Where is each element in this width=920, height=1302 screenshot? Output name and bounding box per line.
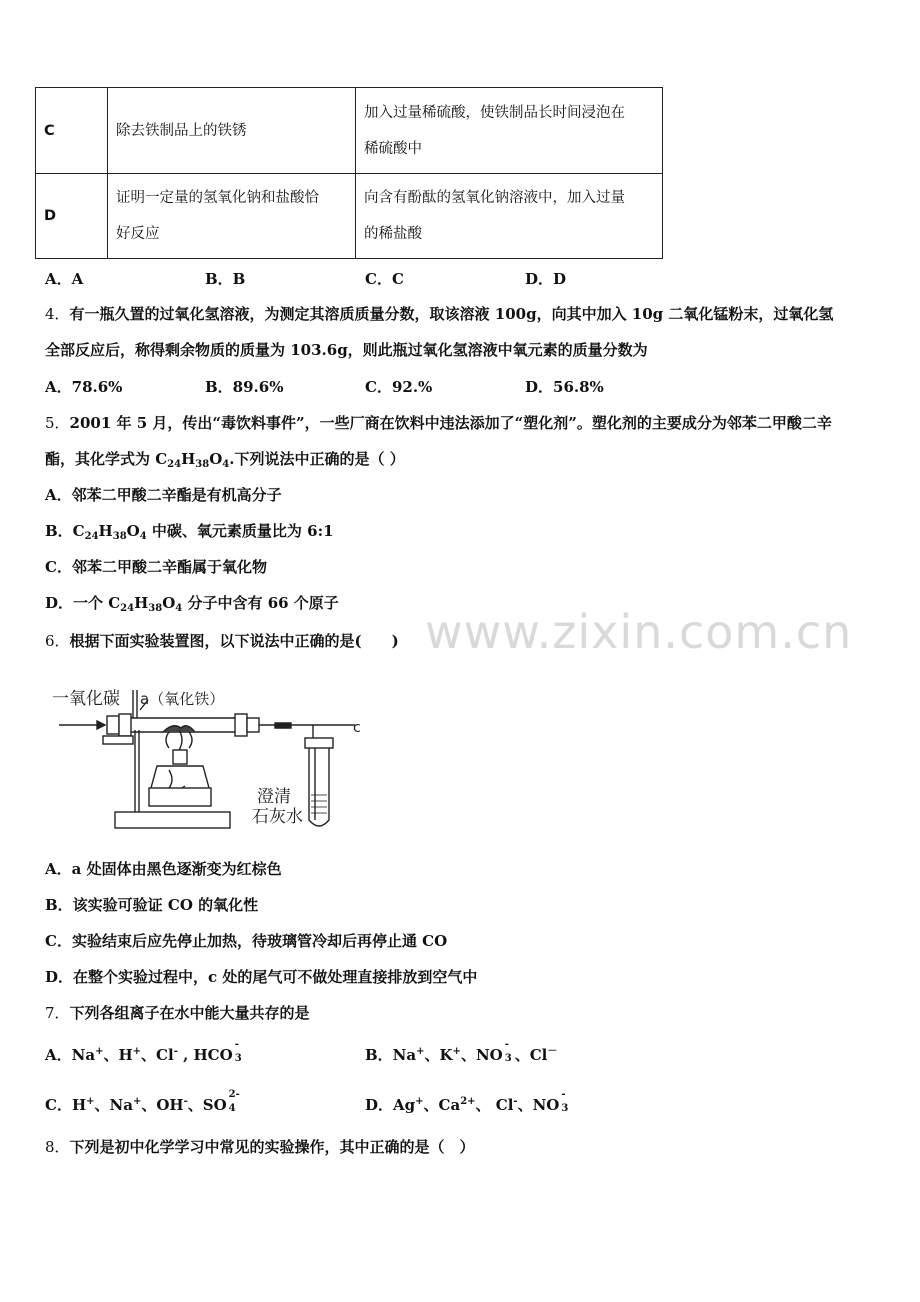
table-cell-goal: 证明一定量的氢氧化钠和盐酸恰 好反应 [108,174,356,259]
q3-option-d: D．D [525,270,567,288]
q5-option-a: A．邻苯二甲酸二辛酯是有机高分子 [45,486,282,504]
q3-option-c: C．C [365,270,404,288]
q4-option-d: D．56.8% [525,378,604,396]
table-cell-key: C [36,88,108,174]
q4-stem-line2: 全部反应后，称得剩余物质的质量为 103.6g，则此瓶过氧化氢溶液中氧元素的质量分数为 [45,341,648,359]
q4-option-c: C．92.% [365,378,433,396]
q6-option-d: D．在整个实验过程中，c 处的尾气可不做处理直接排放到空气中 [45,968,478,986]
label-water2: 石灰水 [252,807,303,827]
label-co: 一氧化碳 [52,689,120,709]
q7-option-b: B．Na+、K+、NO - 3 、Cl－ [365,1039,558,1064]
label-a: a（氧化铁） [140,690,225,708]
table-cell-method: 向含有酚酞的氢氧化钠溶液中，加入过量 的稀盐酸 [356,174,663,259]
table-cell-key: D [36,174,108,259]
q4-stem-line1: 4．有一瓶久置的过氧化氢溶液，为测定其溶质质量分数，取该溶液 100g，向其中加入 10g 二氧化锰粉末，过氧化氢 [45,305,834,323]
q5-option-b: B．$C_{24}H_{38}O_4$ 中碳、氧元素质量比为 6:1 [45,522,334,542]
q8-stem: 8．下列是初中化学学习中常见的实验操作，其中正确的是（ ） [45,1138,475,1156]
q3-option-b: B．B [205,270,246,288]
q4-option-a: A．78.6% [45,378,123,396]
table-row [36,174,663,259]
label-water1: 澄清 [257,787,291,807]
q6-stem: 6．根据下面实验装置图，以下说法中正确的是( ) [45,632,399,650]
label-c: c [353,720,361,736]
table-cell-method: 加入过量稀硫酸，使铁制品长时间浸泡在 稀硫酸中 [356,88,663,174]
table-row [36,88,663,174]
q3-option-a: A．A [45,270,84,288]
q5-option-d: D．一个 $C_{24}H_{38}O_4$ 分子中含有 66 个原子 [45,594,339,614]
q7-option-d: D．Ag+、$Ca^{2+}$、 Cl-、NO - 3 [365,1089,569,1114]
q5-option-c: C．邻苯二甲酸二辛酯属于氧化物 [45,558,267,576]
q7-option-c: C．H+、Na+、OH-、SO 2- 4 [45,1089,240,1114]
q5-stem-line2: 酯，其化学式为 $C_{24}H_{38}O_4$.下列说法中正确的是（ ） [45,450,405,470]
q7-option-a: A．Na+、H+、Cl- , HCO - 3 [45,1039,242,1064]
q4-option-b: B．89.6% [205,378,284,396]
q6-option-c: C．实验结束后应先停止加热，待玻璃管冷却后再停止通 CO [45,932,448,950]
q5-stem-line1: 5．2001 年 5 月，传出“毒饮料事件”，一些厂商在饮料中违法添加了“塑化剂”。塑化剂的主要成分为邻苯二甲酸二辛 [45,414,832,432]
table-cell-goal: 除去铁制品上的铁锈 [108,88,356,174]
watermark: www.zixin.com.cn [425,605,853,659]
answer-table [35,87,663,259]
q6-option-a: A．a 处固体由黑色逐渐变为红棕色 [45,860,282,878]
q7-stem: 7．下列各组离子在水中能大量共存的是 [45,1004,310,1022]
apparatus-figure [45,670,375,840]
q6-option-b: B．该实验可验证 CO 的氧化性 [45,896,259,914]
